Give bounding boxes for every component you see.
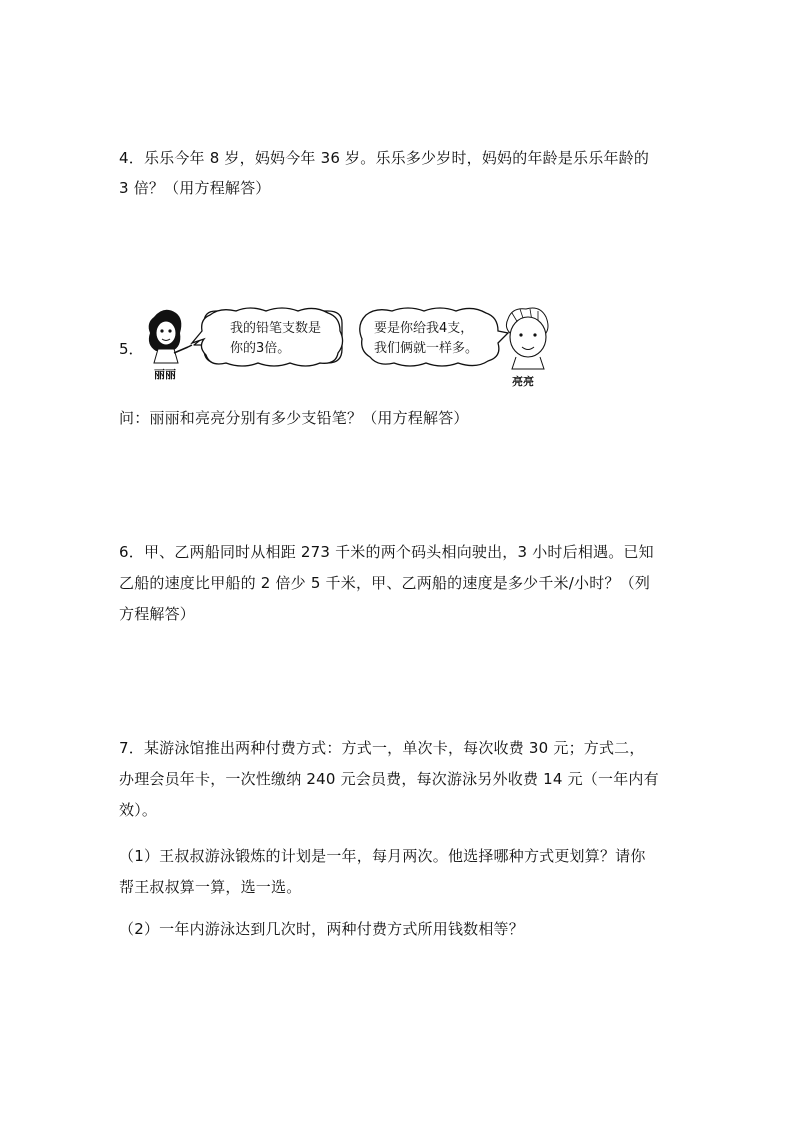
girl-name: 丽丽	[154, 368, 176, 381]
q6-line2: 乙船的速度比甲船的 2 倍少 5 千米，甲、乙两船的速度是多少千米/小时？（列	[119, 574, 651, 592]
q7-sub1-line1: （1）王叔叔游泳锻炼的计划是一年，每月两次。他选择哪种方式更划算？请你	[119, 847, 646, 865]
boy-illustration	[506, 308, 548, 369]
girl-speech-line1: 我的铅笔支数是	[230, 321, 322, 336]
q7-line1: 7．某游泳馆推出两种付费方式：方式一，单次卡，每次收费 30 元；方式二，	[119, 739, 645, 757]
q6-line1: 6．甲、乙两船同时从相距 273 千米的两个码头相向驶出，3 小时后相遇。已知	[119, 543, 654, 561]
girl-speech-bubble	[192, 308, 343, 366]
girl-speech-line2: 你的3倍。	[230, 341, 291, 356]
boy-name: 亮亮	[512, 375, 534, 388]
boy-speech-line1: 要是你给我4支，	[374, 321, 474, 336]
q7-sub2: （2）一年内游泳达到几次时，两种付费方式所用钱数相等？	[119, 920, 524, 938]
q7-line2: 办理会员年卡，一次性缴纳 240 元会员费，每次游泳另外收费 14 元（一年内有	[119, 770, 659, 788]
q6-line3: 方程解答）	[119, 605, 196, 623]
q5-number: 5．	[119, 340, 144, 358]
q4-line2: 3 倍？（用方程解答）	[119, 179, 271, 197]
q7-line3: 效）。	[119, 801, 158, 819]
q5-question: 问：丽丽和亮亮分别有多少支铅笔？（用方程解答）	[119, 409, 469, 427]
girl-illustration	[149, 310, 192, 363]
boy-speech-bubble	[360, 308, 508, 366]
q5-illustration	[140, 303, 560, 393]
boy-speech-line2: 我们俩就一样多。	[374, 341, 479, 356]
q4-line1: 4．乐乐今年 8 岁，妈妈今年 36 岁。乐乐多少岁时，妈妈的年龄是乐乐年龄的	[119, 149, 650, 167]
q7-sub1-line2: 帮王叔叔算一算，选一选。	[119, 878, 302, 896]
